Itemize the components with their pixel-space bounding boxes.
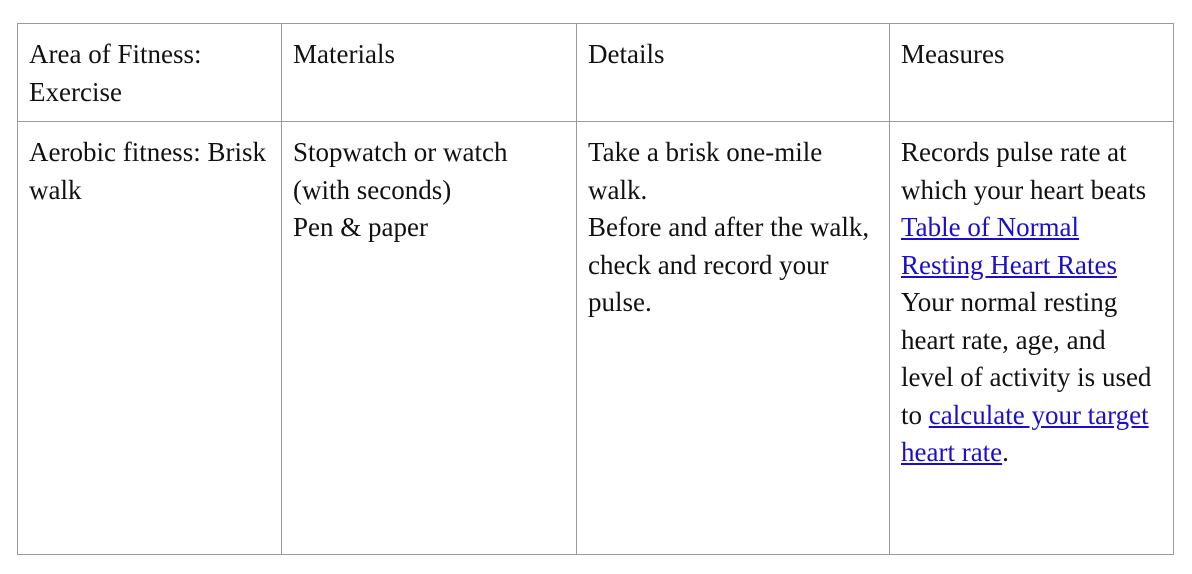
cell-details — [577, 122, 890, 555]
detail-step: Before and after the walk, check and record your pulse. — [588, 212, 870, 317]
material-item: Stopwatch or watch (with seconds) — [293, 137, 508, 205]
measures-text: Your normal resting heart rate, age, and level of activity is used to — [901, 287, 1152, 430]
header-materials: Materials — [282, 24, 577, 122]
cell-materials — [282, 122, 577, 555]
fitness-table — [17, 23, 1174, 555]
measures-end-punct: . — [1002, 437, 1009, 467]
measures-intro: Records pulse rate at which your heart beats — [901, 137, 1147, 205]
header-row — [18, 24, 1174, 122]
table-row — [18, 122, 1174, 555]
header-measures: Measures — [890, 24, 1174, 122]
material-item: Pen & paper — [293, 212, 428, 242]
resting-heart-rates-link[interactable]: Table of Normal Resting Heart Rates — [901, 212, 1117, 280]
header-details: Details — [577, 24, 890, 122]
detail-step: Take a brisk one-mile walk. — [588, 137, 823, 205]
target-heart-rate-link[interactable]: calculate your target heart rate — [901, 399, 1149, 467]
header-area-of-fitness: Area of Fitness: Exercise — [18, 24, 282, 122]
cell-area: Aerobic fitness: Brisk walk — [18, 122, 282, 555]
cell-measures — [890, 122, 1174, 555]
